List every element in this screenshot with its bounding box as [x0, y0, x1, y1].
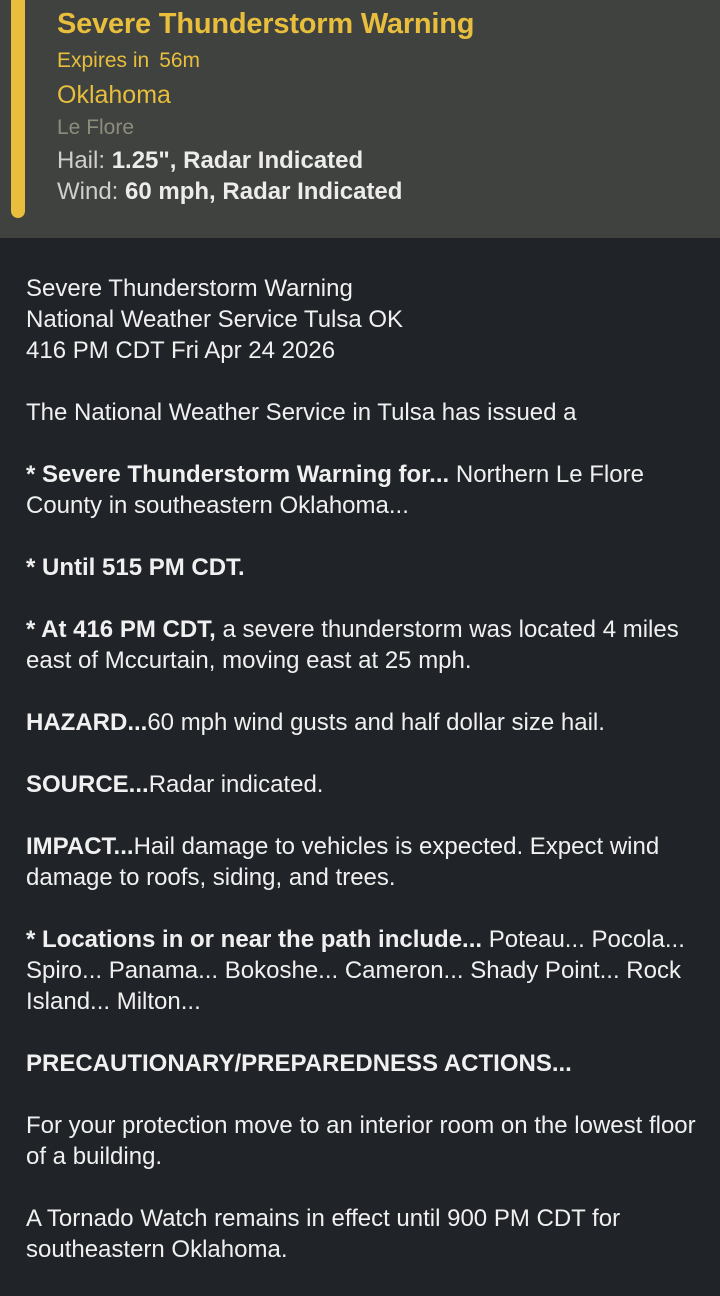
hazard-text: 60 mph wind gusts and half dollar size hail.	[147, 709, 605, 736]
bulletin-protection: For your protection move to an interior room on the lowest floor of a building.	[26, 1112, 696, 1170]
bulletin-locations	[26, 924, 706, 1017]
alert-summary	[57, 0, 700, 206]
source-label: SOURCE...	[26, 771, 149, 798]
bulletin-source	[26, 769, 706, 800]
bulletin-tornado-watch: A Tornado Watch remains in effect until 900 PM CDT for southeastern Oklahoma.	[26, 1205, 621, 1263]
bulletin-office: National Weather Service Tulsa OK	[26, 306, 404, 333]
alert-expiry	[57, 49, 700, 73]
bulletin-issued-time: 416 PM CDT Fri Apr 24 2026	[26, 337, 336, 364]
hail-label: Hail:	[57, 147, 106, 174]
wind-value: 60 mph, Radar Indicated	[125, 178, 403, 205]
warning-for-label: * Severe Thunderstorm Warning for...	[26, 461, 450, 488]
alert-header[interactable]	[0, 0, 720, 238]
wind-label: Wind:	[57, 178, 119, 205]
bulletin-intro: The National Weather Service in Tulsa has issued a	[26, 399, 577, 426]
bulletin-until	[26, 552, 706, 583]
wind-info	[57, 178, 700, 206]
hail-value: 1.25", Radar Indicated	[111, 147, 364, 174]
locations-label: * Locations in or near the path include...	[26, 926, 483, 953]
alert-state: Oklahoma	[57, 81, 171, 109]
hail-info	[57, 147, 700, 175]
bulletin-precautions	[26, 1048, 706, 1079]
warning-for-text: Northern Le Flore County in southeastern Oklahoma...	[26, 461, 644, 519]
severity-accent-bar	[11, 0, 25, 218]
alert-county: Le Flore	[57, 116, 135, 139]
bulletin-at	[26, 614, 706, 676]
locations-text: Poteau... Pocola... Spiro... Panama... Bokoshe... Cameron... Shady Point... Rock Island... Milton...	[26, 926, 685, 1015]
expires-label: Expires in	[57, 49, 150, 72]
impact-text: Hail damage to vehicles is expected. Expect wind damage to roofs, siding, and trees.	[26, 833, 660, 891]
bulletin-warning-for	[26, 459, 706, 521]
at-text: a severe thunderstorm was located 4 miles east of Mccurtain, moving east at 25 mph.	[26, 616, 679, 674]
bulletin-hazard	[26, 707, 706, 738]
bulletin-impact	[26, 831, 706, 893]
expires-value: 56m	[159, 49, 201, 72]
impact-label: IMPACT...	[26, 833, 134, 860]
alert-bulletin	[26, 273, 706, 1296]
alert-title: Severe Thunderstorm Warning	[57, 8, 475, 40]
at-label: * At 416 PM CDT,	[26, 616, 216, 643]
hazard-label: HAZARD...	[26, 709, 148, 736]
until-label: * Until 515 PM CDT.	[26, 554, 245, 581]
bulletin-heading	[26, 273, 706, 366]
precaution-label: PRECAUTIONARY/PREPAREDNESS ACTIONS...	[26, 1050, 572, 1077]
bulletin-type: Severe Thunderstorm Warning	[26, 275, 353, 302]
source-text: Radar indicated.	[148, 771, 324, 798]
